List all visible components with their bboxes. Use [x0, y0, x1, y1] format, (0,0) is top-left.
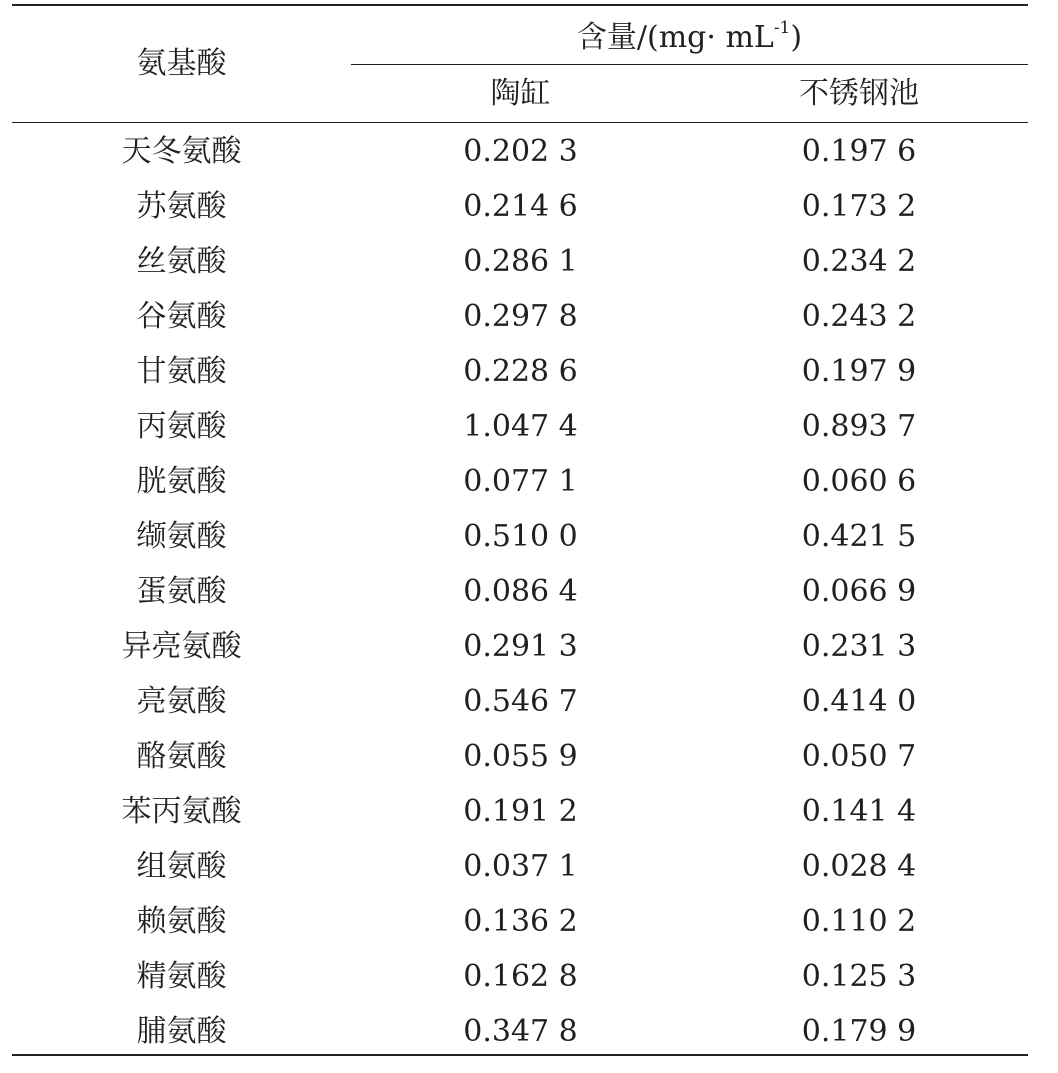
stainless-tank-value: 0.173 2 — [801, 189, 917, 224]
header-content-group — [351, 20, 1028, 56]
table-row — [12, 785, 1028, 840]
top-rule — [12, 4, 1028, 6]
stainless-tank-value: 0.243 2 — [801, 299, 917, 334]
table-row — [12, 180, 1028, 235]
amino-acid-name: 酪氨酸 — [136, 739, 227, 774]
ceramic-jar-value: 0.286 1 — [463, 244, 578, 279]
ceramic-jar-value: 0.297 8 — [463, 299, 578, 334]
table-row — [12, 125, 1028, 180]
ceramic-jar-value: 0.347 8 — [463, 1014, 578, 1049]
amino-acid-name: 精氨酸 — [136, 959, 227, 994]
amino-acid-name: 苏氨酸 — [136, 189, 227, 224]
ceramic-jar-value: 0.162 8 — [463, 959, 578, 994]
stainless-tank-value: 0.141 4 — [801, 794, 917, 829]
header-stainless-tank: 不锈钢池 — [799, 76, 919, 111]
ceramic-jar-value: 0.291 3 — [463, 629, 578, 664]
stainless-tank-value: 0.421 5 — [801, 519, 917, 554]
ceramic-jar-value: 0.546 7 — [463, 684, 578, 719]
amino-acid-name: 谷氨酸 — [136, 299, 227, 334]
stainless-tank-value: 0.234 2 — [801, 244, 917, 279]
ceramic-jar-value: 0.202 3 — [463, 134, 578, 169]
header-content-suffix: ) — [790, 20, 803, 55]
table-row — [12, 620, 1028, 675]
stainless-tank-value: 0.893 7 — [801, 409, 917, 444]
stainless-tank-value: 0.414 0 — [801, 684, 917, 719]
amino-acid-name: 组氨酸 — [136, 849, 227, 884]
amino-acid-name: 胱氨酸 — [136, 464, 227, 499]
amino-acid-name: 赖氨酸 — [136, 904, 227, 939]
amino-acid-name: 蛋氨酸 — [136, 574, 227, 609]
amino-acid-name: 脯氨酸 — [136, 1014, 227, 1049]
stainless-tank-value: 0.231 3 — [801, 629, 917, 664]
stainless-tank-value: 0.110 2 — [801, 904, 917, 939]
header-bottom-rule — [12, 122, 1028, 123]
stainless-tank-value: 0.066 9 — [801, 574, 917, 609]
ceramic-jar-value: 0.055 9 — [463, 739, 578, 774]
table-row — [12, 455, 1028, 510]
stainless-tank-value: 0.197 9 — [801, 354, 917, 389]
ceramic-jar-value: 0.510 0 — [463, 519, 578, 554]
header-ceramic-jar: 陶缸 — [490, 76, 551, 111]
header-content-exponent: -1 — [773, 18, 791, 38]
amino-acid-name: 亮氨酸 — [136, 684, 227, 719]
amino-acid-name: 异亮氨酸 — [121, 629, 242, 664]
table-row — [12, 290, 1028, 345]
amino-acid-name: 天冬氨酸 — [121, 134, 242, 169]
header-content-prefix: 含量/(mg· mL — [576, 20, 774, 55]
stainless-tank-value: 0.060 6 — [801, 464, 917, 499]
table-row — [12, 950, 1028, 1005]
amino-acid-name: 丝氨酸 — [136, 244, 227, 279]
table-row — [12, 730, 1028, 785]
ceramic-jar-value: 0.228 6 — [463, 354, 578, 389]
stainless-tank-value: 0.179 9 — [801, 1014, 917, 1049]
ceramic-jar-value: 0.077 1 — [463, 464, 578, 499]
amino-acid-table — [12, 4, 1028, 1056]
stainless-tank-value: 0.197 6 — [801, 134, 917, 169]
stainless-tank-value: 0.028 4 — [801, 849, 917, 884]
table-row — [12, 565, 1028, 620]
ceramic-jar-value: 0.191 2 — [463, 794, 578, 829]
table-row — [12, 895, 1028, 950]
ceramic-jar-value: 0.037 1 — [463, 849, 578, 884]
ceramic-jar-value: 0.214 6 — [463, 189, 578, 224]
table-row — [12, 1005, 1028, 1060]
table-row — [12, 235, 1028, 290]
table-row — [12, 345, 1028, 400]
header-span-rule — [351, 64, 1028, 65]
amino-acid-name: 苯丙氨酸 — [121, 794, 242, 829]
table-row — [12, 400, 1028, 455]
stainless-tank-value: 0.125 3 — [801, 959, 917, 994]
ceramic-jar-value: 1.047 4 — [463, 409, 578, 444]
table-row — [12, 840, 1028, 895]
ceramic-jar-value: 0.086 4 — [463, 574, 578, 609]
stainless-tank-value: 0.050 7 — [801, 739, 917, 774]
table-row — [12, 675, 1028, 730]
header-amino-acid: 氨基酸 — [136, 46, 227, 81]
bottom-rule — [12, 1054, 1028, 1056]
amino-acid-name: 缬氨酸 — [136, 519, 227, 554]
amino-acid-name: 甘氨酸 — [136, 354, 227, 389]
table-row — [12, 510, 1028, 565]
ceramic-jar-value: 0.136 2 — [463, 904, 578, 939]
amino-acid-name: 丙氨酸 — [136, 409, 227, 444]
